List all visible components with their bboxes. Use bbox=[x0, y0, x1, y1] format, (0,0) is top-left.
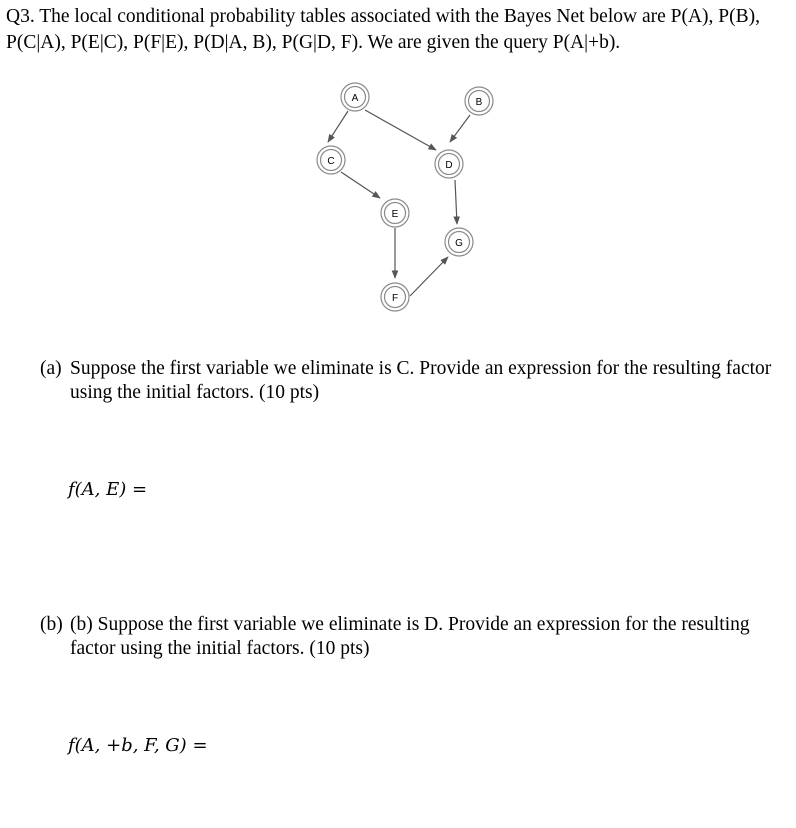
part-a-answer bbox=[68, 479, 147, 500]
part-b bbox=[40, 613, 792, 661]
node-a-label: A bbox=[351, 93, 359, 104]
node-c-label: C bbox=[327, 156, 335, 167]
node-g bbox=[445, 228, 473, 256]
part-b-answer bbox=[68, 735, 208, 756]
edge-f-g bbox=[410, 257, 448, 296]
edge-b-d bbox=[450, 115, 470, 142]
node-c bbox=[317, 146, 345, 174]
node-f bbox=[381, 283, 409, 311]
node-a bbox=[341, 83, 369, 111]
node-e bbox=[381, 199, 409, 227]
part-a-answer-equals: = bbox=[132, 479, 148, 500]
node-f-label: F bbox=[391, 293, 399, 304]
part-b-text: (b) Suppose the first variable we eliminate is D. Provide an expression for the resulting factor using the initial factors. (10 pts) bbox=[70, 614, 750, 659]
part-a-text: Suppose the first variable we eliminate is C. Provide an expression for the resulting factor using the initial factors. (10 pts) bbox=[70, 358, 772, 403]
part-b-answer-equals: = bbox=[192, 735, 208, 756]
part-b-answer-lhs: f(A, +b, F, G) bbox=[68, 735, 187, 756]
node-b bbox=[465, 87, 493, 115]
edge-d-g bbox=[455, 180, 457, 224]
part-a bbox=[40, 357, 792, 405]
edge-a-d bbox=[365, 110, 436, 150]
node-b-label: B bbox=[475, 97, 483, 108]
node-e-label: E bbox=[391, 209, 399, 220]
edge-c-e bbox=[341, 172, 380, 198]
part-a-answer-lhs: f(A, E) bbox=[68, 479, 127, 500]
part-a-label: (a) bbox=[40, 358, 62, 379]
question-line-1: Q3. The local conditional probability tables associated with the Bayes Net below are P(A), P(B), bbox=[6, 6, 760, 27]
question-line-2: P(C|A), P(E|C), P(F|E), P(D|A, B), P(G|D, F). We are given the query P(A|+b). bbox=[6, 32, 621, 53]
edge-a-c bbox=[328, 111, 348, 142]
node-d bbox=[435, 150, 463, 178]
part-b-label: (b) bbox=[40, 614, 63, 635]
node-d-label: D bbox=[445, 160, 453, 171]
node-g-label: G bbox=[455, 238, 463, 249]
